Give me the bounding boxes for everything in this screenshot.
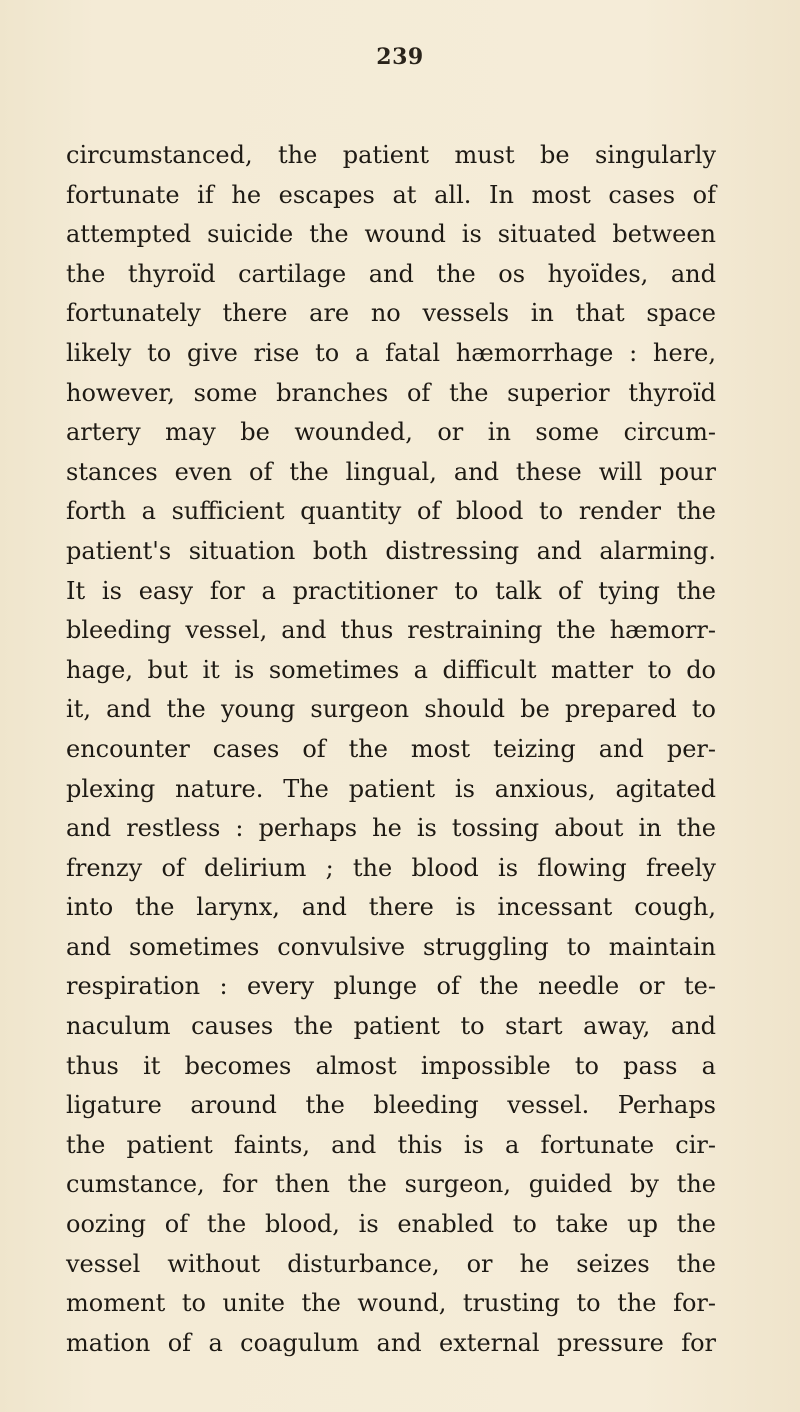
- text-line: and restless : perhaps he is tossing about in the: [66, 814, 716, 843]
- text-line: thus it becomes almost impossible to pass a: [66, 1051, 716, 1080]
- text-line: mation of a coagulum and external pressure for: [66, 1328, 716, 1357]
- text-line: encounter cases of the most teizing and per-: [66, 734, 716, 763]
- text-line: ligature around the bleeding vessel. Perhaps: [66, 1091, 716, 1120]
- text-line: the patient faints, and this is a fortunate cir-: [66, 1130, 716, 1159]
- text-line: fortunate if he escapes at all. In most cases of: [66, 180, 716, 209]
- text-line: frenzy of delirium ; the blood is flowing freely: [66, 853, 716, 882]
- text-line: respiration : every plunge of the needle or te-: [66, 972, 716, 1001]
- text-line: hage, but it is sometimes a difficult matter to do: [66, 655, 716, 684]
- text-line: fortunately there are no vessels in that space: [66, 299, 716, 328]
- text-line: attempted suicide the wound is situated between: [66, 220, 716, 249]
- body-text: [66, 136, 716, 1363]
- text-line: into the larynx, and there is incessant cough,: [66, 893, 716, 922]
- text-line: patient's situation both distressing and alarming.: [66, 536, 716, 565]
- text-line: forth a sufficient quantity of blood to render the: [66, 497, 716, 526]
- text-line: oozing of the blood, is enabled to take up the: [66, 1210, 716, 1239]
- text-line: It is easy for a practitioner to talk of tying the: [66, 576, 716, 605]
- text-line: however, some branches of the superior thyroïd: [66, 378, 716, 407]
- text-line: bleeding vessel, and thus restraining the hæmorr-: [66, 616, 716, 645]
- text-line: cumstance, for then the surgeon, guided by the: [66, 1170, 716, 1199]
- text-line: circumstanced, the patient must be singularly: [66, 141, 716, 169]
- text-line: likely to give rise to a fatal hæmorrhage : here,: [66, 338, 716, 367]
- text-line: it, and the young surgeon should be prepared to: [66, 695, 716, 724]
- text-line: plexing nature. The patient is anxious, agitated: [66, 774, 716, 803]
- text-line: stances even of the lingual, and these will pour: [66, 457, 716, 486]
- text-line: naculum causes the patient to start away, and: [66, 1012, 716, 1041]
- text-line: vessel without disturbance, or he seizes the: [66, 1249, 716, 1278]
- page-number: 239: [376, 44, 424, 70]
- text-line: artery may be wounded, or in some circum-: [66, 418, 716, 447]
- text-line: the thyroïd cartilage and the os hyoïdes, and: [66, 259, 716, 288]
- text-line: moment to unite the wound, trusting to the for-: [66, 1289, 716, 1318]
- text-line: and sometimes convulsive struggling to maintain: [66, 932, 716, 961]
